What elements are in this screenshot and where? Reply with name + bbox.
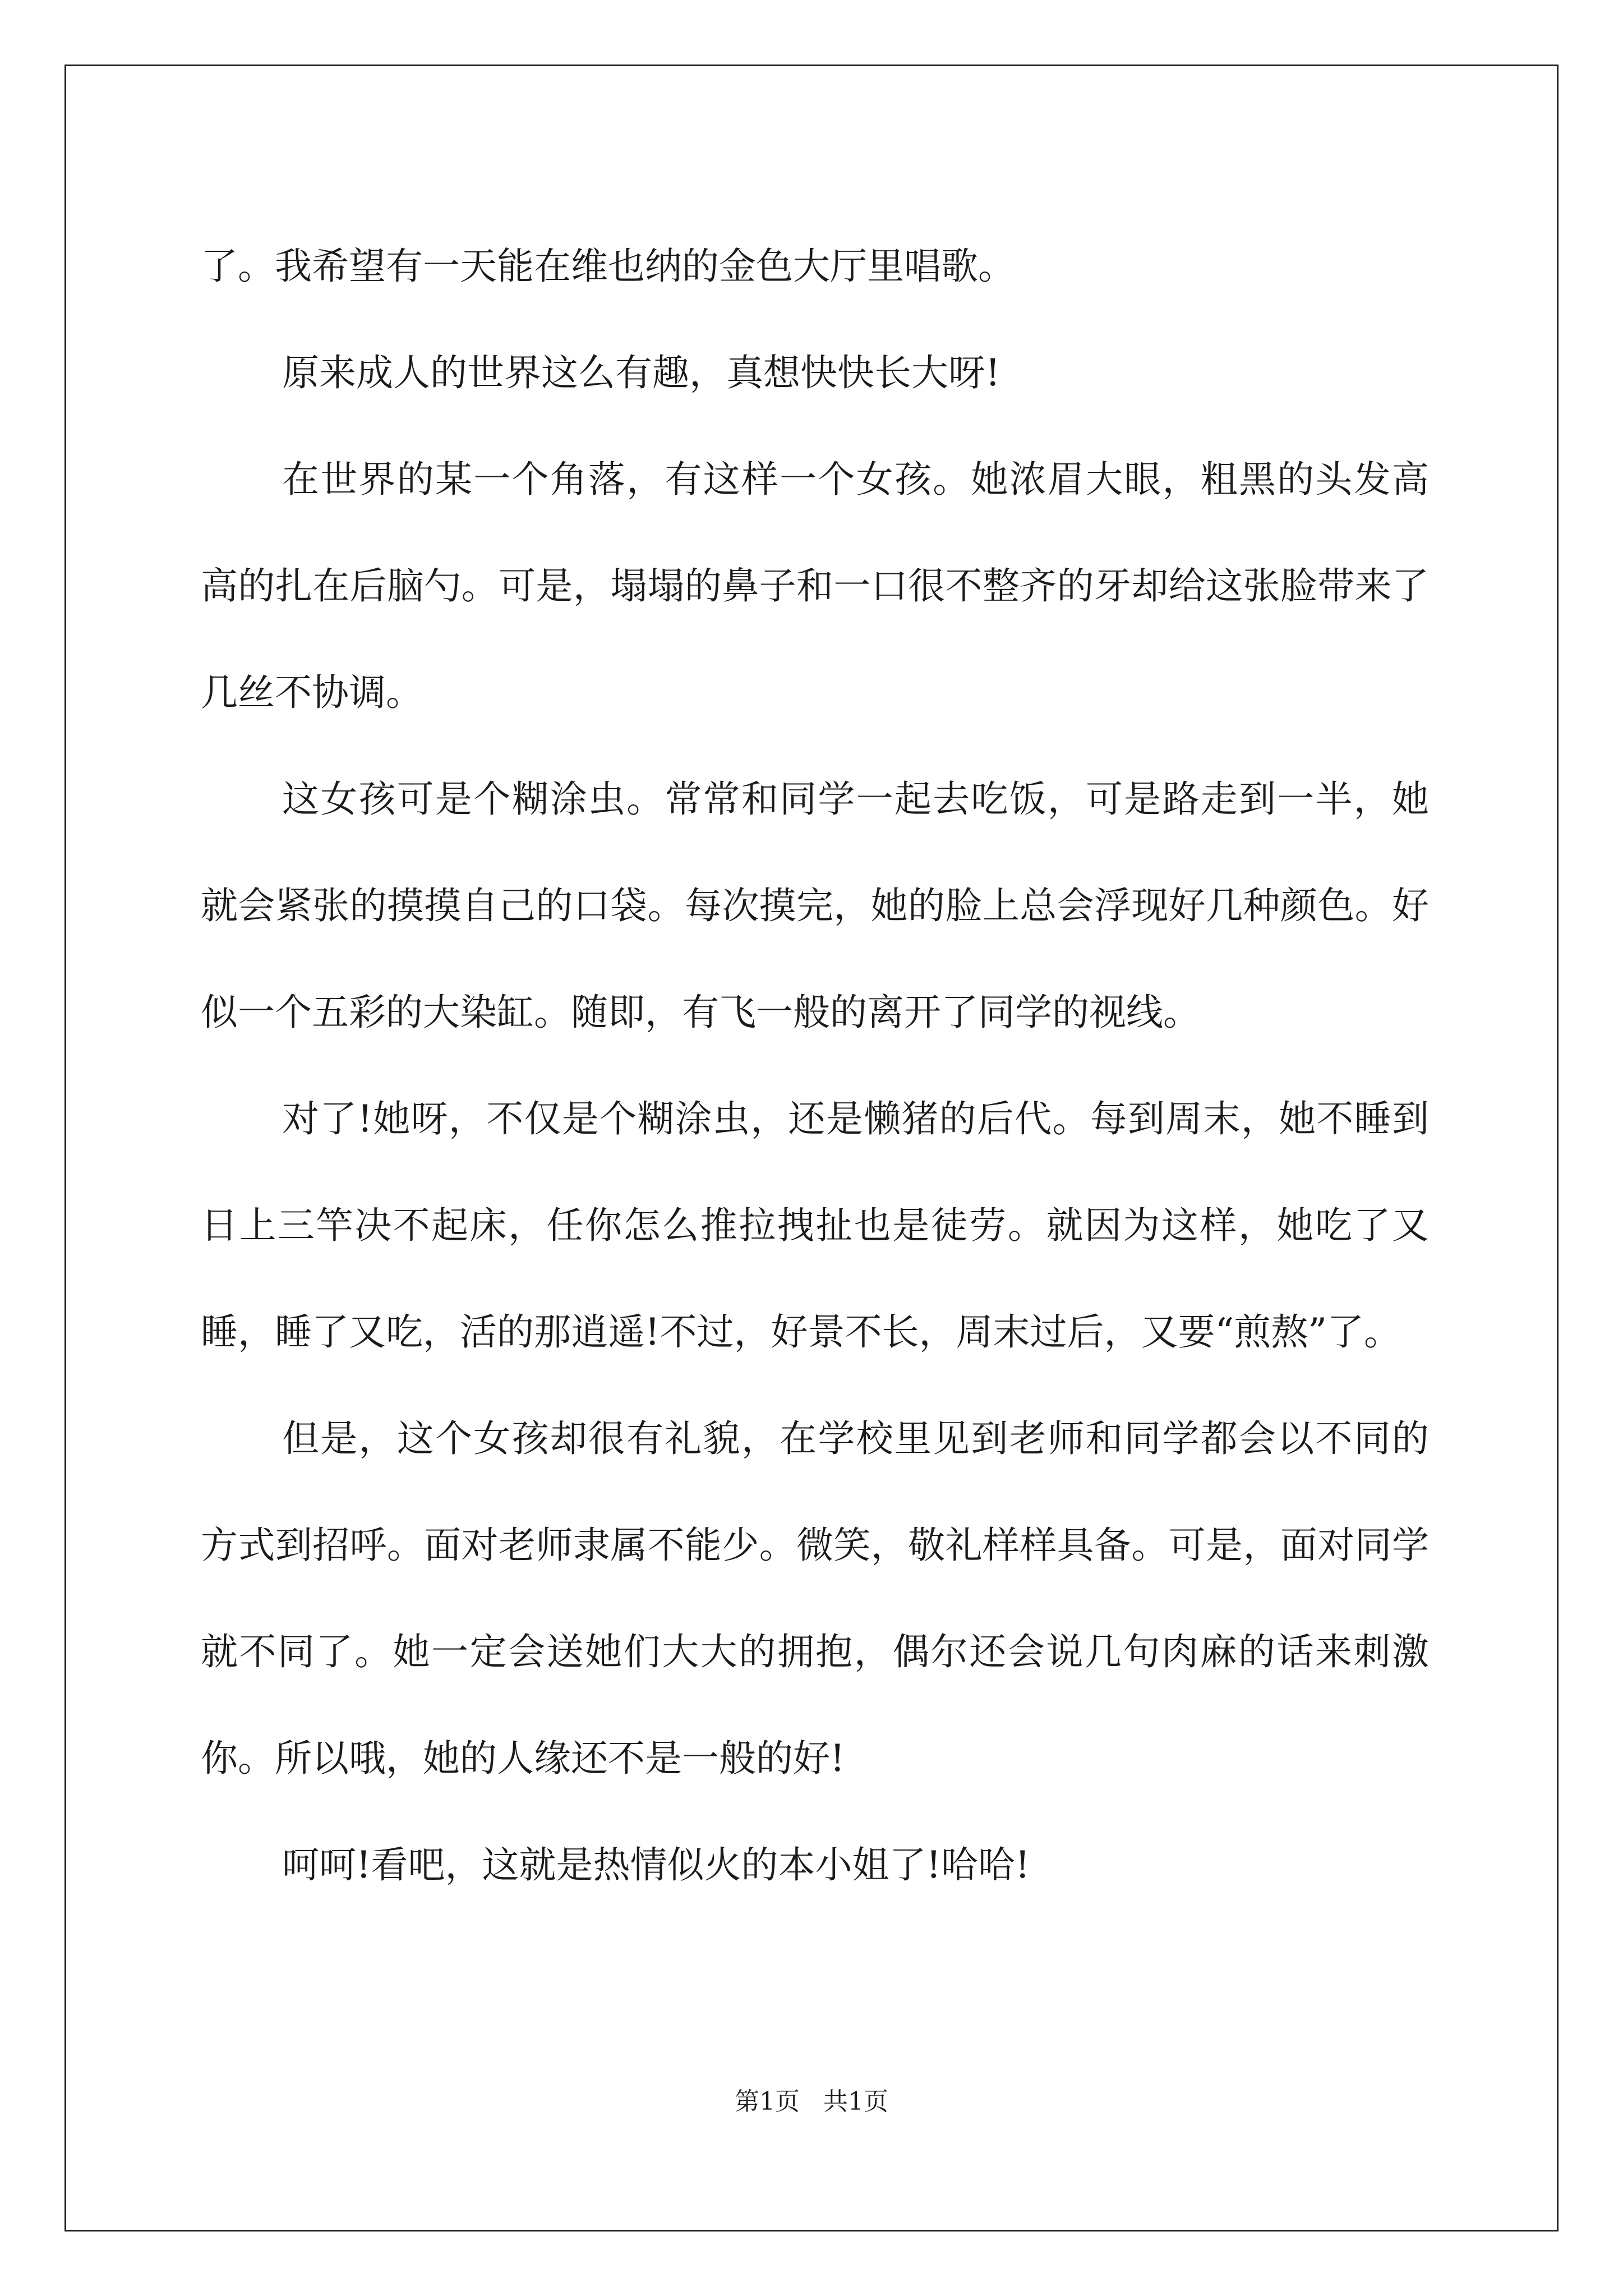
paragraph-3: 在世界的某一个角落，有这样一个女孩。她浓眉大眼，粗黑的头发高高的扎在后脑勺。可是，塌塌的鼻子和一口很不整齐的牙却给这张脸带来了几丝不协调。	[201, 458, 1429, 714]
paragraph-2: 原来成人的世界这么有趣，真想快快长大呀!	[282, 351, 1000, 394]
paragraph-6: 但是，这个女孩却很有礼貌，在学校里见到老师和同学都会以不同的方式到招呼。面对老师隶属不能少。微笑，敬礼样样具备。可是，面对同学就不同了。她一定会送她们大大的拥抱，偶尔还会说几句肉麻的话来刺激你。所以哦，她的人缘还不是一般的好!	[201, 1417, 1429, 1780]
paragraph-1: 了。我希望有一天能在维也纳的金色大厅里唱歌。	[201, 245, 1015, 288]
paragraph-4: 这女孩可是个糊涂虫。常常和同学一起去吃饭，可是路走到一半，她就会紧张的摸摸自己的口袋。每次摸完，她的脸上总会浮现好几种颜色。好似一个五彩的大染缸。随即，有飞一般的离开了同学的视线。	[201, 777, 1429, 1034]
paragraph-5: 对了!她呀，不仅是个糊涂虫，还是懒猪的后代。每到周末，她不睡到日上三竿决不起床，任你怎么推拉拽扯也是徒劳。就因为这样，她吃了又睡，睡了又吃，活的那逍遥!不过，好景不长，周末过后，又要“煎熬”了。	[201, 1097, 1429, 1354]
paragraph-7: 呵呵!看吧，这就是热情似火的本小姐了!哈哈!	[282, 1843, 1030, 1887]
page-number-footer: 第1页 共1页	[735, 2087, 888, 2116]
document-body	[201, 213, 1429, 1918]
